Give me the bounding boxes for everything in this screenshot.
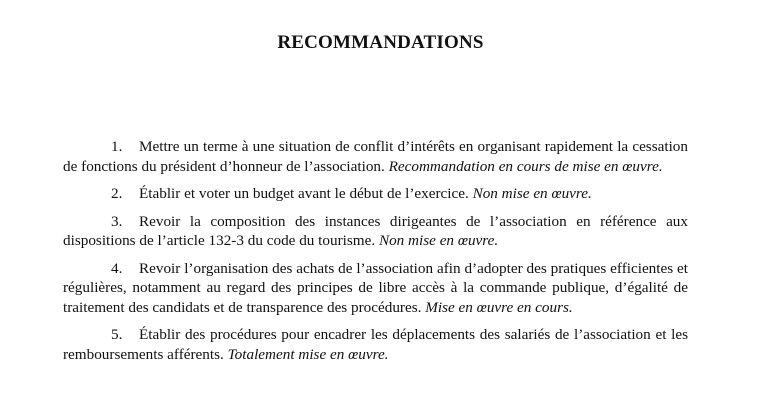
recommendation-text: Mettre un terme à une situation de conflit d’intérêts en organisant rapidement la cessation de fonctions du président d’honneur de l’association. <box>63 138 688 175</box>
recommendation-text: Revoir la composition des instances dirigeantes de l’association en référence aux dispositions de l’article 132-3 du code du tourisme. <box>63 212 688 249</box>
recommendation-item <box>63 259 688 318</box>
recommendation-status: Mise en œuvre en cours. <box>425 298 573 316</box>
recommendation-status: Non mise en œuvre. <box>472 185 592 202</box>
recommendations-list <box>63 137 688 372</box>
recommendation-status: Totalement mise en œuvre. <box>227 345 389 363</box>
page-title: RECOMMANDATIONS <box>277 32 484 53</box>
recommendation-item <box>63 137 688 176</box>
recommendation-item <box>63 184 688 204</box>
recommendation-status: Recommandation en cours de mise en œuvre. <box>388 157 663 175</box>
recommendation-item <box>63 212 688 251</box>
recommendation-number: 2. <box>111 185 123 202</box>
recommendation-number: 3. <box>111 212 123 230</box>
recommendation-text: Revoir l’organisation des achats de l’association afin d’adopter des pratiques efficientes et régulières, notamment au regard des principes de libre accès à la commande publique, d’égalité de traitement des candidats et de transparence des procédures. <box>63 259 688 316</box>
recommendation-number: 4. <box>111 259 123 277</box>
recommendation-text: Établir des procédures pour encadrer les déplacements des salariés de l’association et les remboursements afférents. <box>63 326 688 363</box>
recommendation-text: Établir et voter un budget avant le début de l’exercice. <box>139 185 469 202</box>
recommendation-item <box>63 325 688 364</box>
recommendation-number: 5. <box>111 326 123 343</box>
recommendation-status: Non mise en œuvre. <box>378 232 499 249</box>
recommendation-number: 1. <box>111 138 123 155</box>
